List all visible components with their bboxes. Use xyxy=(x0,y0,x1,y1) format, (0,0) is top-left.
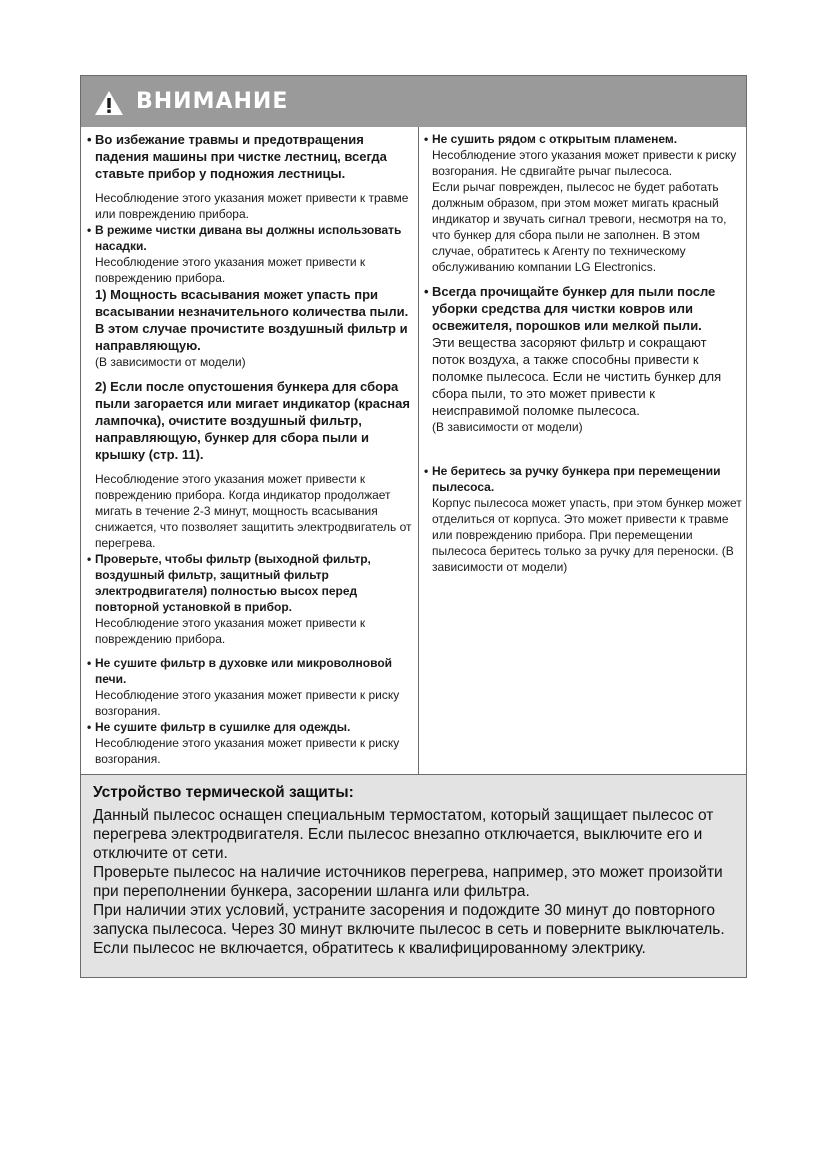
thermal-paragraph-3: При наличии этих условий, устраните засорения и подождите 30 минут до повторного запуска пылесоса. Через 30 минут включите пылесос в сеть и поверните выключатель. xyxy=(93,902,725,938)
clean-bin-warning: • Всегда прочищайте бункер для пыли после уборки средства для чистки ковров или освежителя, порошков или мелкой пыли. xyxy=(424,283,742,334)
thermal-protection-section xyxy=(81,774,746,977)
thermal-paragraph-1: Данный пылесос оснащен специальным термостатом, который защищает пылесос от перегрева электродвигателя. Если пылесос внезапно отключается, выключите его и отключите от сети. xyxy=(93,807,714,862)
suction-note-1: 1) Мощность всасывания может упасть при всасывании незначительного количества пыли. В этом случае прочистите воздушный фильтр и направляющую. xyxy=(95,287,409,353)
stairs-consequence: Несоблюдение этого указания может привести к травме или повреждению прибора. xyxy=(95,191,409,221)
filter-check-warning: • Проверьте, чтобы фильтр (выходной фильтр, воздушный фильтр, защитный фильтр электродвигателя) полностью высох перед повторной установкой в прибор. xyxy=(87,551,413,615)
warning-triangle-icon xyxy=(94,90,124,116)
flame-warning: • Не сушить рядом с открытым пламенем. xyxy=(424,131,742,147)
suction-note-2: 2) Если после опустошения бункера для сбора пыли загорается или мигает индикатор (красная лампочка), очистите воздушный фильтр, направляющую, бункер для сбора пыли и крышку (стр. 11). xyxy=(95,379,410,462)
sofa-warning: • В режиме чистки дивана вы должны использовать насадки. xyxy=(87,222,413,254)
column-divider xyxy=(418,127,419,774)
caution-title: ВНИМАНИЕ xyxy=(136,89,289,114)
indicator-consequence: Несоблюдение этого указания может привести к повреждению прибора. Когда индикатор продолжает мигать в течение 2-3 минут, мощность всасывания снижается, что позволяет защитить электродвигатель от перегрева. xyxy=(95,472,412,550)
thermal-paragraph-2: Проверьте пылесос на наличие источников перегрева, например, это может произойти при переполнении бункера, засорении шланга или фильтра. xyxy=(93,864,723,900)
left-column xyxy=(87,131,413,767)
dryer-consequence: Несоблюдение этого указания может привести к риску возгорания. xyxy=(95,736,400,766)
model-note-1: (В зависимости от модели) xyxy=(95,355,246,369)
caution-header xyxy=(81,76,746,127)
right-column xyxy=(424,131,742,575)
dryer-warning: • Не сушите фильтр в сушилке для одежды. xyxy=(87,719,413,735)
filter-check-consequence: Несоблюдение этого указания может привести к повреждению прибора. xyxy=(95,616,366,646)
thermal-paragraph-4: Если пылесос не включается, обратитесь к квалифицированному электрику. xyxy=(93,940,646,957)
caution-box xyxy=(80,75,747,978)
sofa-consequence: Несоблюдение этого указания может привести к повреждению прибора. xyxy=(95,255,366,285)
lever-note: Если рычаг поврежден, пылесос не будет работать должным образом, при этом может мигать красный индикатор и звучать сигнал тревоги, несмотря на то, что бункер для сбора пыли не заполнен. В этом случае, обратитесь к Агенту по техническому обслуживанию компании LG Electronics. xyxy=(432,180,727,274)
handle-warning: • Не беритесь за ручку бункера при перемещении пылесоса. xyxy=(424,463,742,495)
model-note-2: (В зависимости от модели) xyxy=(432,420,583,434)
thermal-title: Устройство термической защиты: xyxy=(93,784,354,801)
oven-consequence: Несоблюдение этого указания может привести к риску возгорания. xyxy=(95,688,400,718)
flame-consequence: Несоблюдение этого указания может привести к риску возгорания. Не сдвигайте рычаг пылесоса. xyxy=(432,148,737,178)
stairs-warning: • Во избежание травмы и предотвращения падения машины при чистке лестниц, всегда ставьте прибор у подножия лестницы. xyxy=(87,131,413,182)
clean-bin-consequence: Эти вещества засоряют фильтр и сокращают поток воздуха, а также способны привести к поломке пылесоса. Если не чистить бункер для сбора пыли, то это может привести к неисправимой поломке пылесоса. xyxy=(432,335,722,418)
oven-warning: • Не сушите фильтр в духовке или микроволновой печи. xyxy=(87,655,413,687)
handle-consequence: Корпус пылесоса может упасть, при этом бункер может отделиться от корпуса. Это может привести к травме или повреждению прибора. При перемещении пылесоса беритесь только за ручку для переноски. (В зависимости от модели) xyxy=(432,496,742,574)
